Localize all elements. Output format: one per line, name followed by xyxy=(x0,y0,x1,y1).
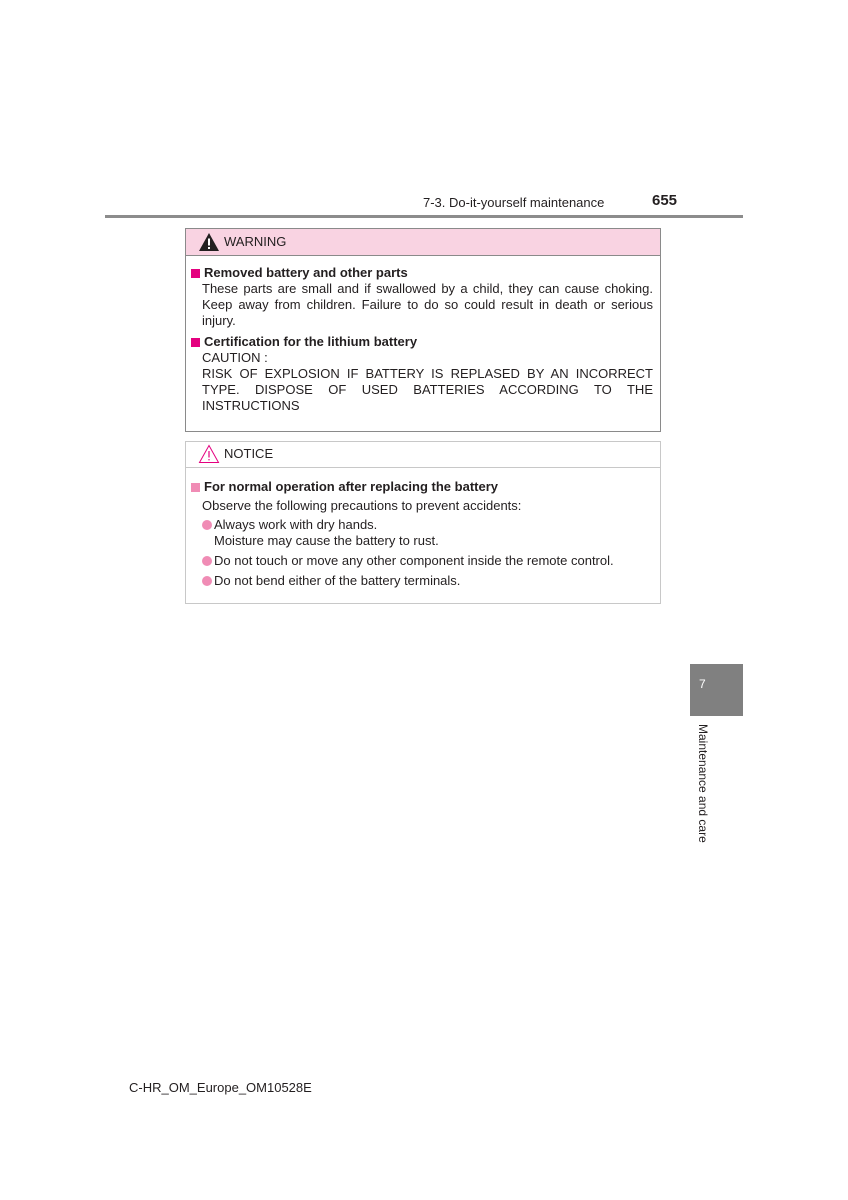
bullet-text: Do not bend either of the battery terminals. xyxy=(214,573,461,588)
chapter-title-vertical xyxy=(695,724,711,854)
list-item xyxy=(202,553,614,569)
chapter-number: 7 xyxy=(699,677,706,691)
list-item xyxy=(202,573,460,589)
section-body xyxy=(202,281,653,329)
bullet-text: Do not touch or move any other component inside the remote control. xyxy=(214,553,614,568)
body-line: Keep away from children. Failure to do so could result in death or serious xyxy=(202,297,653,312)
notice-label: NOTICE xyxy=(224,446,274,461)
header-divider xyxy=(105,215,743,218)
section-title: Removed battery and other parts xyxy=(204,265,408,280)
section-title: Certification for the lithium battery xyxy=(204,334,418,349)
warning-section-removed-battery xyxy=(191,265,653,329)
section-square-icon xyxy=(191,483,200,492)
notice-header xyxy=(186,442,660,468)
section-title: For normal operation after replacing the battery xyxy=(204,479,498,494)
body-line: TYPE. DISPOSE OF USED BATTERIES ACCORDING TO THE xyxy=(202,382,653,397)
section-body xyxy=(202,498,653,514)
warning-triangle-icon xyxy=(198,232,220,252)
warning-header xyxy=(186,229,660,256)
section-square-icon xyxy=(191,269,200,278)
section-body xyxy=(202,350,653,414)
section-header: 7-3. Do-it-yourself maintenance xyxy=(423,195,605,210)
bullet-dot-icon xyxy=(202,520,212,530)
chapter-title: Maintenance and care xyxy=(696,724,710,843)
body-line: CAUTION : xyxy=(202,350,268,365)
warning-section-lithium-certification xyxy=(191,334,653,414)
bullet-text: Always work with dry hands. xyxy=(214,517,378,532)
body-line: INSTRUCTIONS xyxy=(202,398,300,413)
warning-label: WARNING xyxy=(224,234,287,249)
body-line: RISK OF EXPLOSION IF BATTERY IS REPLASED BY AN INCORRECT xyxy=(202,366,653,381)
list-item xyxy=(202,517,439,549)
notice-section xyxy=(191,479,653,514)
body-line: These parts are small and if swallowed by a child, they can cause choking. xyxy=(202,281,653,296)
warning-box xyxy=(185,228,661,432)
bullet-dot-icon xyxy=(202,576,212,586)
notice-box xyxy=(185,441,661,604)
page-number: 655 xyxy=(652,192,678,209)
footer-doc-code: C-HR_OM_Europe_OM10528E xyxy=(129,1080,312,1095)
bullet-dot-icon xyxy=(202,556,212,566)
section-square-icon xyxy=(191,338,200,347)
chapter-tab xyxy=(690,664,743,716)
notice-intro: Observe the following precautions to prevent accidents: xyxy=(202,498,522,513)
bullet-text: Moisture may cause the battery to rust. xyxy=(214,533,439,548)
body-line: injury. xyxy=(202,313,236,328)
notice-triangle-icon xyxy=(198,444,220,464)
